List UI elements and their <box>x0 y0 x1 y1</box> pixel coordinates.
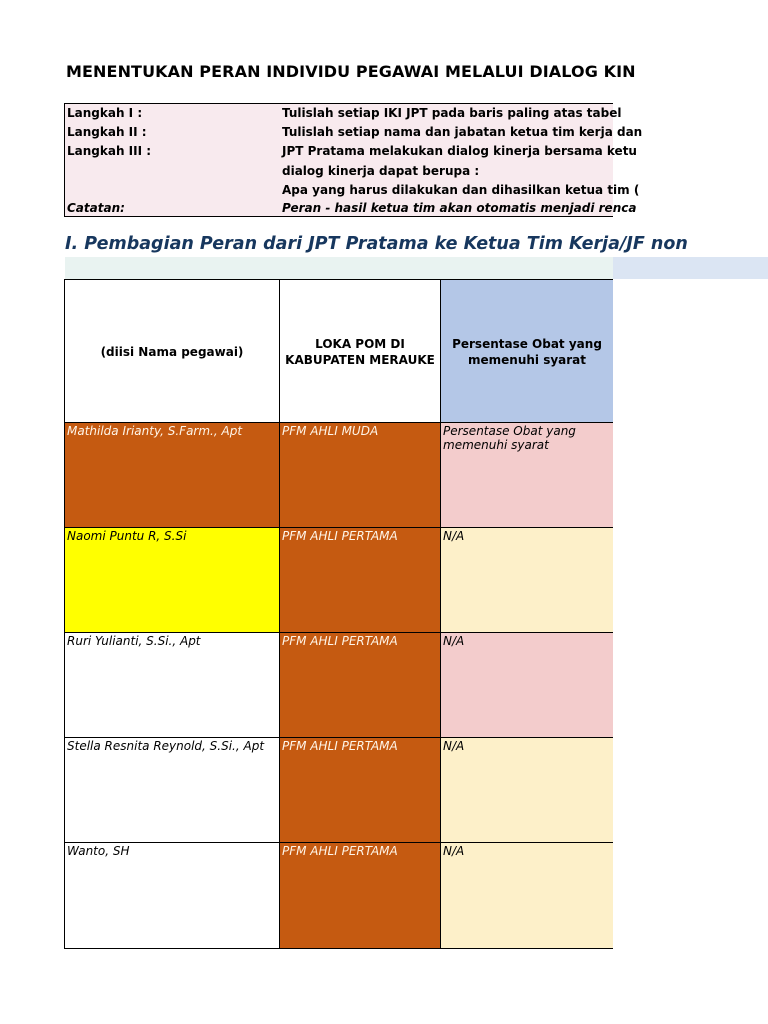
header-name: (diisi Nama pegawai) <box>64 279 280 424</box>
section-title: I. Pembagian Peran dari JPT Pratama ke Ketua Tim Kerja/JF non <box>65 234 688 254</box>
step-text: dialog kinerja dapat berupa : <box>282 164 480 178</box>
cell-role[interactable]: PFM AHLI MUDA <box>279 422 441 529</box>
header-indicator: Persentase Obat yang memenuhi syarat <box>440 279 613 424</box>
instructions-box <box>64 103 643 217</box>
cell-role[interactable]: PFM AHLI PERTAMA <box>279 842 441 949</box>
step-row <box>65 104 622 124</box>
cell-value[interactable]: N/A <box>440 527 613 634</box>
step-row <box>65 123 643 143</box>
cell-value[interactable]: N/A <box>440 737 613 844</box>
header-band-extension <box>613 257 768 279</box>
header-unit: LOKA POM DI KABUPATEN MERAUKE <box>279 279 441 424</box>
cell-name[interactable]: Stella Resnita Reynold, S.Si., Apt <box>64 737 280 844</box>
step-text: Apa yang harus dilakukan dan dihasilkan ketua tim ( <box>282 183 640 197</box>
role-table <box>64 279 613 949</box>
note-key: Catatan: <box>67 201 125 215</box>
step-row <box>65 162 614 182</box>
cell-name[interactable]: Mathilda Irianty, S.Farm., Apt <box>64 422 280 529</box>
page-title: MENENTUKAN PERAN INDIVIDU PEGAWAI MELALUI DIALOG KIN <box>66 62 636 81</box>
cell-name[interactable]: Wanto, SH <box>64 842 280 949</box>
cell-name[interactable]: Naomi Puntu R, S.Si <box>64 527 280 634</box>
step-key: Langkah II : <box>67 125 147 139</box>
step-text: Tulislah setiap nama dan jabatan ketua tim kerja dan <box>282 125 643 139</box>
cell-value[interactable]: N/A <box>440 842 613 949</box>
step-row <box>65 199 637 219</box>
cell-role[interactable]: PFM AHLI PERTAMA <box>279 527 441 634</box>
step-row <box>65 142 637 162</box>
cell-role[interactable]: PFM AHLI PERTAMA <box>279 632 441 739</box>
step-text: JPT Pratama melakukan dialog kinerja bersama ketu <box>282 144 637 158</box>
step-key: Langkah I : <box>67 106 143 120</box>
step-row <box>65 181 640 201</box>
note-text: Peran - hasil ketua tim akan otomatis menjadi renca <box>282 201 637 215</box>
cell-value[interactable]: Persentase Obat yang memenuhi syarat <box>440 422 613 529</box>
step-text: Tulislah setiap IKI JPT pada baris paling atas tabel <box>282 106 622 120</box>
step-key: Langkah III : <box>67 144 152 158</box>
cell-value[interactable]: N/A <box>440 632 613 739</box>
header-band <box>65 257 613 279</box>
cell-role[interactable]: PFM AHLI PERTAMA <box>279 737 441 844</box>
cell-name[interactable]: Ruri Yulianti, S.Si., Apt <box>64 632 280 739</box>
